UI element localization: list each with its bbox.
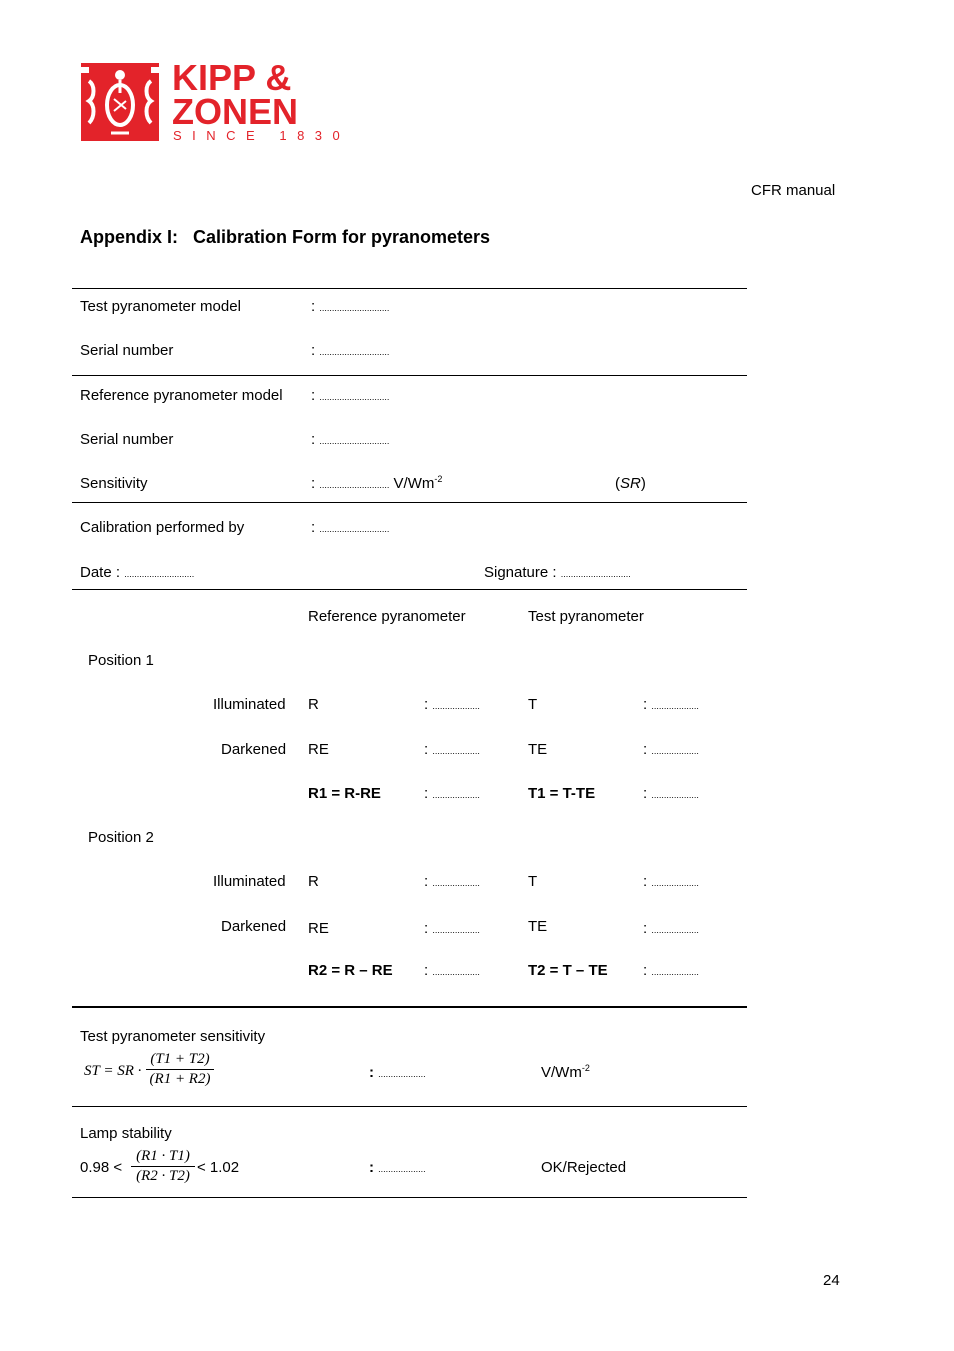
logo-line-2: ZONEN [172, 91, 298, 132]
reference-serial-label: Serial number [80, 431, 174, 448]
test-model-field[interactable]: : ............................ [311, 298, 390, 315]
date-field[interactable]: Date : ............................ [80, 564, 195, 581]
t1-formula: T1 = T-TE [528, 785, 596, 802]
te-field[interactable]: : ................... [643, 741, 699, 758]
r1-formula: R1 = R-RE [308, 785, 381, 802]
r2-field[interactable]: : ................... [424, 962, 480, 979]
sensitivity-unit: $V/Wm^{-2}$ [393, 474, 443, 492]
sensitivity-numerator: (T1 + T2) [150, 1051, 210, 1067]
position-2-label: Position 2 [88, 829, 154, 846]
position-1-label: Position 1 [88, 652, 154, 669]
te-label: TE [528, 741, 548, 758]
re-field[interactable]: : ................... [424, 741, 480, 758]
re-label: RE [308, 741, 329, 758]
t-field[interactable]: : ................... [643, 696, 699, 713]
serial-number-field[interactable]: : ............................ [311, 342, 390, 359]
logo-line-1: KIPP & [172, 57, 292, 98]
illuminated-label: Illuminated [213, 696, 286, 713]
r-field[interactable]: : ................... [424, 873, 480, 890]
fraction-bar [131, 1166, 195, 1167]
te-label: TE [528, 918, 548, 935]
column-header-test: Test pyranometer [528, 608, 644, 625]
t2-field[interactable]: : ................... [643, 962, 699, 979]
sensitivity-result-unit: $V/Wm^{-2}$ [541, 1063, 590, 1081]
t-field[interactable]: : ................... [643, 873, 699, 890]
te-field[interactable]: : ................... [643, 920, 699, 937]
signature-field[interactable]: Signature : ............................ [484, 564, 631, 581]
lamp-formula-fraction [131, 1148, 195, 1185]
darkened-label: Darkened [221, 741, 287, 758]
sensitivity-formula-fraction [146, 1051, 214, 1088]
divider [72, 589, 747, 590]
t2-formula: T2 = T – TE [528, 962, 608, 979]
test-sensitivity-label: Test pyranometer sensitivity [80, 1028, 266, 1045]
r-label: R [308, 873, 319, 890]
test-model-label: Test pyranometer model [80, 298, 241, 315]
logo-emblem-icon [81, 63, 159, 141]
sensitivity-label: Sensitivity [80, 475, 148, 492]
reference-model-field[interactable]: : ............................ [311, 387, 390, 404]
r2-formula: R2 = R – RE [308, 962, 393, 979]
sensitivity-symbol: (SR) [615, 475, 646, 492]
reference-model-label: Reference pyranometer model [80, 387, 283, 404]
re-field[interactable]: : ................... [424, 920, 480, 937]
t-label: T [528, 696, 538, 713]
lamp-upper-bound: < 1.02 [197, 1159, 240, 1176]
divider [72, 1197, 747, 1198]
divider [72, 502, 747, 503]
illuminated-label: Illuminated [213, 873, 286, 890]
fraction-bar [146, 1069, 214, 1070]
t1-field[interactable]: : ................... [643, 785, 699, 802]
sensitivity-formula-lhs: ST = SR · [84, 1063, 142, 1079]
darkened-label: Darkened [221, 918, 287, 935]
lamp-stability-label: Lamp stability [80, 1125, 172, 1142]
r-field[interactable]: : ................... [424, 696, 480, 713]
lamp-lower-bound: 0.98 < [80, 1159, 123, 1176]
lamp-denominator: (R2 · T2) [136, 1168, 190, 1184]
lamp-ok-rejected[interactable]: OK/Rejected [541, 1159, 627, 1176]
lamp-numerator: (R1 · T1) [136, 1148, 190, 1164]
sensitivity-denominator: (R1 + R2) [149, 1071, 211, 1087]
lamp-result-field[interactable]: : ................... [369, 1159, 426, 1176]
divider [72, 375, 747, 376]
r1-field[interactable]: : ................... [424, 785, 480, 802]
sensitivity-field[interactable]: : ............................ $V/Wm^{-2}$ [311, 474, 443, 492]
re-label: RE [308, 920, 329, 937]
sensitivity-result-field[interactable]: : ................... [369, 1064, 426, 1081]
divider [72, 288, 747, 289]
logo-line-3: SINCE 1830 [173, 128, 351, 143]
column-header-reference: Reference pyranometer [308, 608, 466, 625]
document-name: CFR manual [751, 182, 836, 199]
signature-label: Signature : [484, 564, 557, 581]
performed-by-label: Calibration performed by [80, 519, 245, 536]
page-title: Appendix I: Calibration Form for pyranometers [80, 227, 491, 247]
reference-serial-field[interactable]: : ............................ [311, 431, 390, 448]
serial-number-label: Serial number [80, 342, 174, 359]
divider [72, 1006, 747, 1008]
r-label: R [308, 696, 319, 713]
divider [72, 1106, 747, 1107]
t-label: T [528, 873, 538, 890]
date-label: Date : [80, 564, 121, 581]
performed-by-field[interactable]: : ............................ [311, 519, 390, 536]
page-number: 24 [823, 1272, 840, 1289]
